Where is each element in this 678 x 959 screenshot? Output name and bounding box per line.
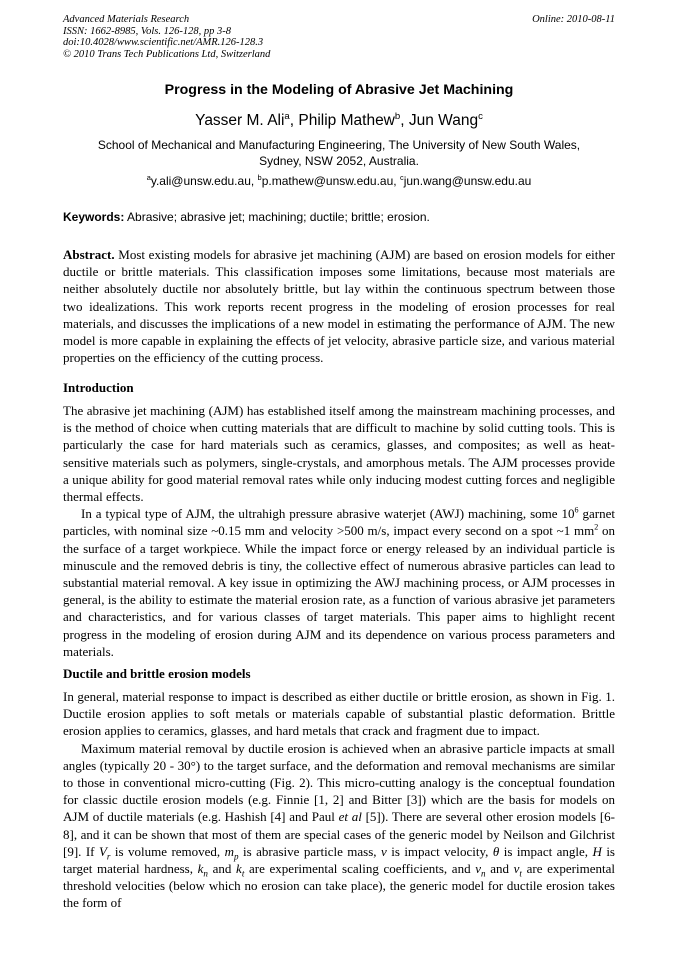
paragraph: In a typical type of AJM, the ultrahigh pressure abrasive waterjet (AWJ) machining, some $10^6$ garnet particles, with nominal size ~0.15 mm and velocity >500 m/s, impact every second on a spot ~1 $mm^2$ on the surface of a target workpiece. While the impact force or energy released by an individual particle is minuscule and the removed debris is tiny, the collective effect of numerous abrasive particles can lead to substantial material removal. A key issue in optimizing the AWJ machining process, or AJM processes in general, is the ability to estimate the material erosion rate, as a function of various abrasive jet parameters and characteristics, and for various classes of target materials. This paper aims to highlight recent progress in the modeling of erosion during AJM and its dependence on various process parameters and materials.: [63, 505, 615, 659]
author-mark: c: [478, 110, 483, 122]
email-link[interactable]: jun.wang@unsw.edu.au: [403, 174, 532, 188]
online-date: Online: 2010-08-11: [532, 14, 615, 25]
issn-line: ISSN: 1662-8985, Vols. 126-128, pp 3-8: [63, 25, 231, 37]
author-name: Jun Wang: [408, 112, 479, 129]
section-heading: Ductile and brittle erosion models: [63, 666, 251, 681]
abstract-label: Abstract.: [63, 247, 115, 262]
journal-header: [63, 14, 615, 60]
paragraph: In general, material response to impact is described as either ductile or brittle erosion, as shown in Fig. 1. Ductile erosion applies to soft metals or materials capable of substantial plastic deformation. Brittle erosion applies to ceramics, glasses, and hard metals that crack and fragment due to impact.: [63, 689, 615, 739]
email-link[interactable]: y.ali@unsw.edu.au: [150, 174, 251, 188]
email-mark: b: [257, 173, 262, 182]
copyright-line: © 2010 Trans Tech Publications Ltd, Switzerland: [63, 48, 271, 60]
abstract: [63, 246, 615, 366]
affiliation: [63, 137, 615, 169]
paper-title: Progress in the Modeling of Abrasive Jet Machining: [164, 82, 514, 98]
paragraph: Maximum material removal by ductile erosion is achieved when an abrasive particle impacts at small angles (typically 20 - 30°) to the target surface, and the deformation and removal mechanisms are similar to those in conventional micro-cutting (Fig. 2). This micro-cutting analogy is the conceptual foundation for classic ductile erosion models (e.g. Finnie [1, 2] and Bitter [3]) which are the basis for models on AJM of ductile materials (e.g. Hashish [4] and Paul et al [5]). There are several other erosion models [6-8], and it can be shown that most of them are special cases of the generic model by Neilson and Gilchrist [9]. If $V_r$ is volume removed, $m_p$ is abrasive particle mass, v is impact velocity, θ is impact angle, H is target material hardness, $k_n$ and $k_t$ are experimental scaling coefficients, and $v_n$ and $v_t$ are experimental threshold velocities (below which no erosion can take place), the generic model for ductile erosion takes the form of: [63, 740, 616, 911]
affiliation-line: Sydney, NSW 2052, Australia.: [259, 154, 419, 168]
keywords-text: Abrasive; abrasive jet; machining; ductile; brittle; erosion.: [124, 210, 430, 224]
keywords: [63, 210, 615, 224]
email-link[interactable]: p.mathew@unsw.edu.au: [261, 174, 394, 188]
introduction-section: [63, 402, 615, 660]
author-name: Yasser M. Ali: [195, 112, 285, 129]
author-mark: b: [394, 110, 401, 122]
journal-name: Advanced Materials Research: [63, 14, 190, 25]
doi-line: doi:10.4028/www.scientific.net/AMR.126-128.3: [63, 37, 264, 48]
affiliation-line: School of Mechanical and Manufacturing Engineering, The University of New South Wales,: [97, 138, 581, 152]
email-mark: a: [146, 173, 151, 182]
paragraph: The abrasive jet machining (AJM) has established itself among the mainstream machining processes, and is the method of choice when cutting materials that are difficult to machine by solid cutting tools. This is particularly the case for hard materials such as ceramics, glasses, and composites; as well as heat-sensitive materials such as polymers, single-crystals, and amorphous metals. The AJM processes provide a unique ability for good material removal rates while only inducing modest cutting forces and negligible thermal effects.: [63, 403, 615, 505]
author-name: Philip Mathew: [298, 112, 395, 129]
author-mark: a: [284, 110, 290, 122]
author-list: Yasser M. Ali$^a$, Philip Mathew$^b$, Jun Wang$^c$: [195, 110, 483, 129]
email-list: $^a$y.ali@unsw.edu.au, $^b$p.mathew@unsw.edu.au, $^c$jun.wang@unsw.edu.au: [146, 173, 532, 188]
keywords-label: Keywords:: [63, 210, 125, 224]
abstract-text: Most existing models for abrasive jet machining (AJM) are based on erosion models for either ductile or brittle materials. This classification imposes some limitations, because most materials are neither absolutely ductile nor absolutely brittle, but lay within the continuous spectrum between those two idealizations. This work reports recent progress in the modeling of erosion processes for real materials, and discusses the implications of a new model in estimating the performance of AJM. The new model is more capable in explaining the effects of jet velocity, abrasive particle size, and various material properties on the efficiency of the cutting process.: [63, 247, 615, 366]
section-heading: Introduction: [63, 380, 134, 395]
erosion-models-section: [63, 688, 615, 912]
email-mark: c: [399, 173, 404, 182]
